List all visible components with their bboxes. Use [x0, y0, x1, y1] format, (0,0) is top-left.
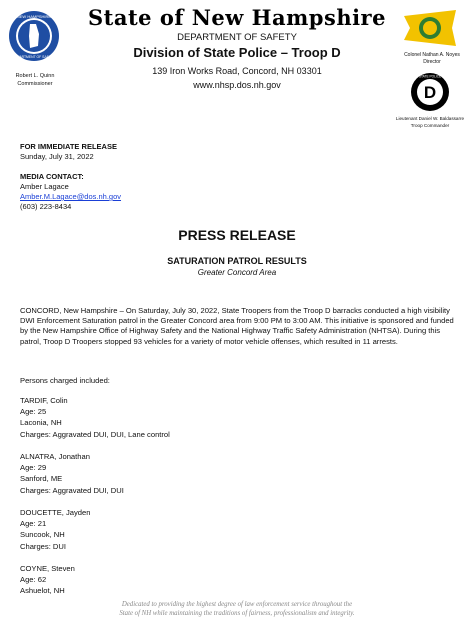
person-name: TARDIF, Colin [20, 396, 68, 405]
press-release-heading: PRESS RELEASE [178, 227, 296, 243]
list-item [20, 507, 90, 552]
troop-commander-block [388, 116, 472, 129]
address: 139 Iron Works Road, Concord, NH 03301 [152, 66, 322, 76]
troop-commander-name: Lieutenant Daniel W. Baldassarre [395, 116, 465, 121]
release-subtitle: Greater Concord Area [197, 268, 277, 277]
list-item [20, 395, 170, 440]
contact-email-link[interactable]: Amber.M.Lagace@dos.nh.gov [20, 192, 122, 201]
person-name: DOUCETTE, Jayden [20, 508, 91, 517]
person-name: ALNATRA, Jonathan [20, 452, 90, 461]
list-item [20, 563, 75, 597]
commissioner-title: Commissioner [17, 81, 53, 87]
seal-text-top: NEW HAMPSHIRE [16, 14, 52, 19]
person-age: Age: 21 [20, 519, 47, 529]
troop-commander-title: Troop Commander [410, 122, 450, 128]
troop-logo-letter: D [423, 83, 437, 102]
seal-text-bottom: DEPARTMENT OF SAFETY [12, 55, 56, 59]
person-town: Laconia, NH [20, 418, 62, 428]
person-charges: Charges: DUI [20, 541, 67, 551]
department-name: DEPARTMENT OF SAFETY [177, 32, 297, 43]
release-label: FOR IMMEDIATE RELEASE [20, 142, 117, 151]
footer-line-2: State of NH while maintaining the traditions of fairness, professionalism and integrity. [119, 610, 355, 617]
division-name: Division of State Police – Troop D [133, 45, 341, 60]
troop-logo-text: STATE POLICE [418, 74, 442, 79]
release-date: Sunday, July 31, 2022 [20, 152, 94, 161]
media-contact [20, 172, 121, 212]
director-name: Colonel Nathan A. Noyes [404, 52, 460, 58]
state-title: State of New Hampshire [88, 5, 386, 30]
body-paragraph: CONCORD, New Hampshire – On Saturday, July 30, 2022, State Troopers from the Troop D barracks conducted a high visibility DWI Enforcement Saturation patrol in the Greater Concord area from 9:00 PM to 3:00 AM. This initiative is sponsored and funded by the New Hampshire Office of Highway Safety and the National Highway Traffic Safety Administration (NHTSA). During this patrol, Troop D Troopers stopped 93 vehicles for a variety of motor vehicle offenses, which resulted in 11 arrests. [20, 306, 454, 346]
release-info [20, 142, 117, 162]
director-title: Director [423, 59, 441, 65]
state-police-badge-icon [402, 6, 458, 50]
person-town: Sanford, ME [20, 474, 63, 484]
person-charges: Charges: Aggravated DUI, DUI, Lane control [20, 429, 170, 439]
troop-d-logo-icon [410, 72, 450, 112]
footer-line-1: Dedicated to providing the highest degree of law enforcement service throughout the [121, 601, 353, 608]
charged-intro: Persons charged included: [20, 376, 110, 385]
person-age: Age: 29 [20, 463, 47, 473]
person-town: Ashuelot, NH [20, 586, 65, 596]
commissioner-name: Robert L. Quinn [15, 73, 55, 79]
website: www.nhsp.dos.nh.gov [193, 80, 281, 90]
contact-name: Amber Lagace [20, 182, 69, 191]
director-block [392, 52, 472, 66]
person-age: Age: 25 [20, 407, 47, 417]
person-name: COYNE, Steven [20, 564, 75, 573]
list-item [20, 451, 124, 496]
person-town: Suncook, NH [20, 530, 65, 540]
person-charges: Charges: Aggravated DUI, DUI [20, 485, 124, 495]
release-title: SATURATION PATROL RESULTS [167, 256, 307, 266]
media-contact-label: MEDIA CONTACT: [20, 172, 84, 181]
person-age: Age: 62 [20, 575, 47, 585]
footer-motto [40, 600, 434, 618]
contact-phone: (603) 223-8434 [20, 202, 72, 211]
